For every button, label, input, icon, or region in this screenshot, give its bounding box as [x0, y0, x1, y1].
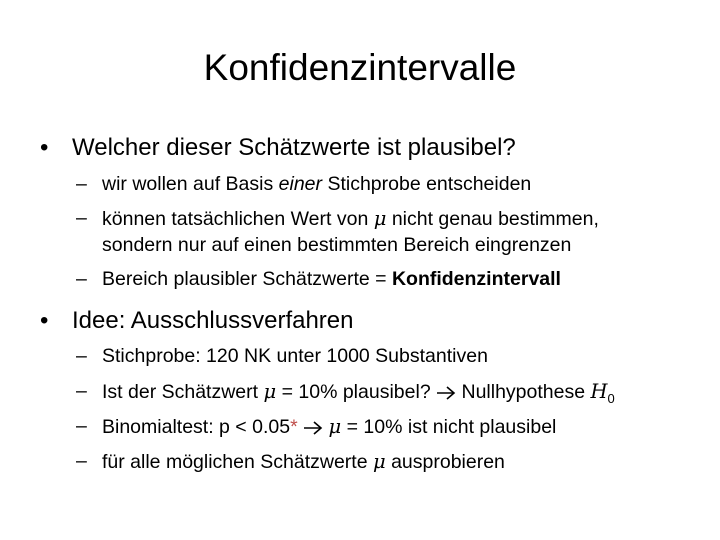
subitem-stichprobe-text: Stichprobe: 120 NK unter 1000 Substantiven [102, 345, 488, 367]
right-arrow-icon [303, 417, 323, 444]
bullet-question-text: Welcher dieser Schätzwerte ist plausibel? [72, 134, 516, 161]
bullet-marker: • [40, 307, 49, 334]
dash-marker: – [76, 207, 87, 229]
subitem-bestimmen-line2: sondern nur auf einen bestimmten Bereich eingrenzen [102, 234, 572, 256]
bullet-question [40, 133, 516, 163]
mu-symbol: μ [373, 207, 387, 230]
dash-marker: – [76, 173, 87, 195]
subitem-bestimmen-text: können tatsächlichen Wert von μ nicht genau bestimmen, [102, 207, 599, 230]
subitem-ausprobieren-text: für alle möglichen Schätzwerte μ ausprobieren [102, 450, 505, 473]
h-subscript: 0 [607, 390, 615, 406]
right-arrow-icon [436, 382, 456, 409]
dash-marker: – [76, 450, 87, 472]
dash-marker: – [76, 415, 87, 437]
bullet-idee [40, 306, 354, 336]
subitem-binomialtest-text: Binomialtest: p < 0.05* μ = 10% ist nicht plausibel [102, 413, 556, 444]
mu-symbol: μ [372, 450, 386, 473]
keyword-konfidenzintervall: Konfidenzintervall [391, 268, 561, 290]
bullet-marker: • [40, 134, 49, 161]
bullet-idee-text: Idee: Ausschlussverfahren [72, 307, 354, 334]
dash-marker: – [76, 380, 87, 402]
subitem-nullhypothese-text: Ist der Schätzwert μ = 10% plausibel? Nullhypothese $H_0$ [102, 378, 615, 409]
h-symbol: H [590, 380, 608, 403]
subitem-bereich-text: Bereich plausibler Schätzwerte = Konfidenzintervall [102, 268, 561, 290]
mu-symbol: μ [263, 380, 277, 403]
dash-marker: – [76, 268, 87, 290]
subitem-basis-text: wir wollen auf Basis einer Stichprobe entscheiden [102, 173, 532, 195]
significance-star: * [290, 416, 298, 438]
mu-symbol: μ [328, 415, 342, 438]
slide-title: Konfidenzintervalle [203, 47, 517, 88]
emphasis-einer: einer [278, 173, 323, 195]
dash-marker: – [76, 345, 87, 367]
